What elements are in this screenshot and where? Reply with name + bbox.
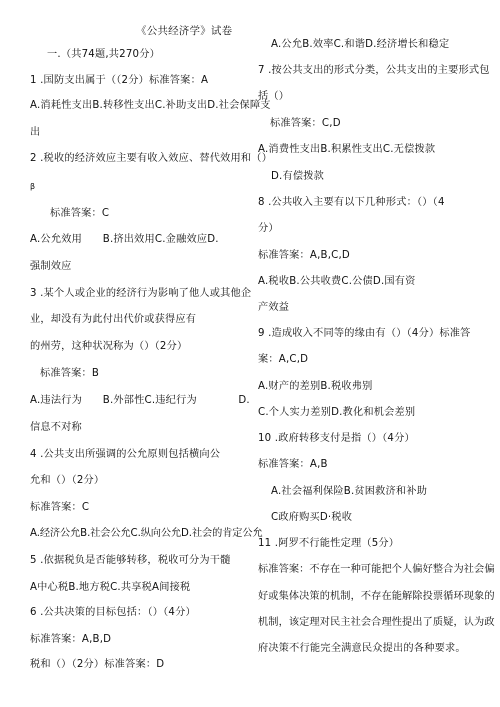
left-line: 4 .公共支出所强调的公允原则包括横向公 [30,449,221,460]
right-line: 括（） [258,91,290,102]
right-line: 9 .造成收入不同等的缘由有（）（4分）标准答 [258,328,471,339]
left-line: A中心税B.地方税C.共享税A间接税 [30,582,191,593]
right-line: 案：A,C,D [258,354,309,365]
right-line: 8 .公共收入主要有以下几种形式：（）（4 [258,197,445,208]
left-line: 1 .国防支出属于（（2分）标准答案：A [30,75,209,86]
left-line: 标准答案：B [40,368,100,379]
left-line: 强制效应 [30,261,72,272]
left-line: 信息不对称 [30,422,82,433]
left-line: 标准答案：C [50,208,110,219]
left-line: β [30,182,36,191]
left-line: A.公允效用 B.挤出效用C.金融效应D. [30,234,219,245]
right-line: D.有偿拨款 [271,171,325,182]
left-line: 6 .公共决策的目标包括：（）（4分） [30,607,196,618]
right-line: 机制，该定理对民主社会合理性提出了质疑，认为政 [258,617,495,628]
right-line: 分） [258,223,279,234]
left-line: A.违法行为 B.外部性C.违纪行为 D. [30,395,250,406]
right-line: 标准答案：A,B,C,D [258,250,350,261]
right-line: 标准答案：不存在一种可能把个人偏好整合为社会偏 [258,564,495,575]
right-line: 标准答案：A,B [258,459,328,470]
left-line: 5 .依据税负是否能够转移，税收可分为干髓 [30,555,231,566]
left-line: A.经济公允B.社会公允C.纵向公允D.社会的肯定公允 [30,528,263,539]
left-line: 的州劳，这种状况称为（）（2分） [30,341,188,352]
left-line: 3 .某个人或企业的经济行为影响了他人或其他企 [30,288,252,299]
right-line: C.个人实力差别D.教化和机会差别 [258,407,416,418]
right-line: A.公允B.效率C.和谐D.经济增长和稳定 [271,39,450,50]
exam-title: 《公共经济学》试卷 [136,25,233,37]
right-line: A.财产的差别B.税收弗别 [258,381,373,392]
right-line: 产效益 [258,302,290,313]
left-line: 标准答案：A,B,D [30,634,112,645]
section-header: 一.（共74题,共270分） [47,49,160,60]
right-line: A.社会福利保险B.贫困救济和补助 [271,486,428,497]
right-line: 10 .政府转移支付是指（）（4分） [258,433,415,444]
right-line: 标准答案：C,D [270,118,341,129]
left-line: 2 .税收的经济效应主要有收入效应、替代效用和（） [30,153,273,164]
right-line: 7 .按公共支出的形式分类，公共支出的主要形式包 [258,65,490,76]
left-line: 业，却没有为此付出代价或获得应有 [30,314,197,325]
right-line: A.税收B.公共收费C.公债D.国有资 [258,276,416,287]
right-line: 11 .阿罗不行能性定理（5分） [258,538,400,549]
left-line: A.消耗性支出B.转移性支出C.补助支出D.社会保障支 [30,100,271,111]
right-line: A.消费性支出B.积累性支出C.无偿拨款 [258,144,436,155]
right-line: 府决策不行能完全满意民众提出的各种要求。 [258,643,466,654]
left-line: 出 [30,127,41,138]
left-line: 标准答案：C [30,502,90,513]
right-line: 好或集体决策的机制，不存在能解除投票循环现象的 [258,591,495,602]
left-line: 允和（）（2分） [30,475,105,486]
left-line: 税和（）（2分）标准答案：D [30,659,165,670]
right-line: C政府购买D·税收 [271,512,353,523]
